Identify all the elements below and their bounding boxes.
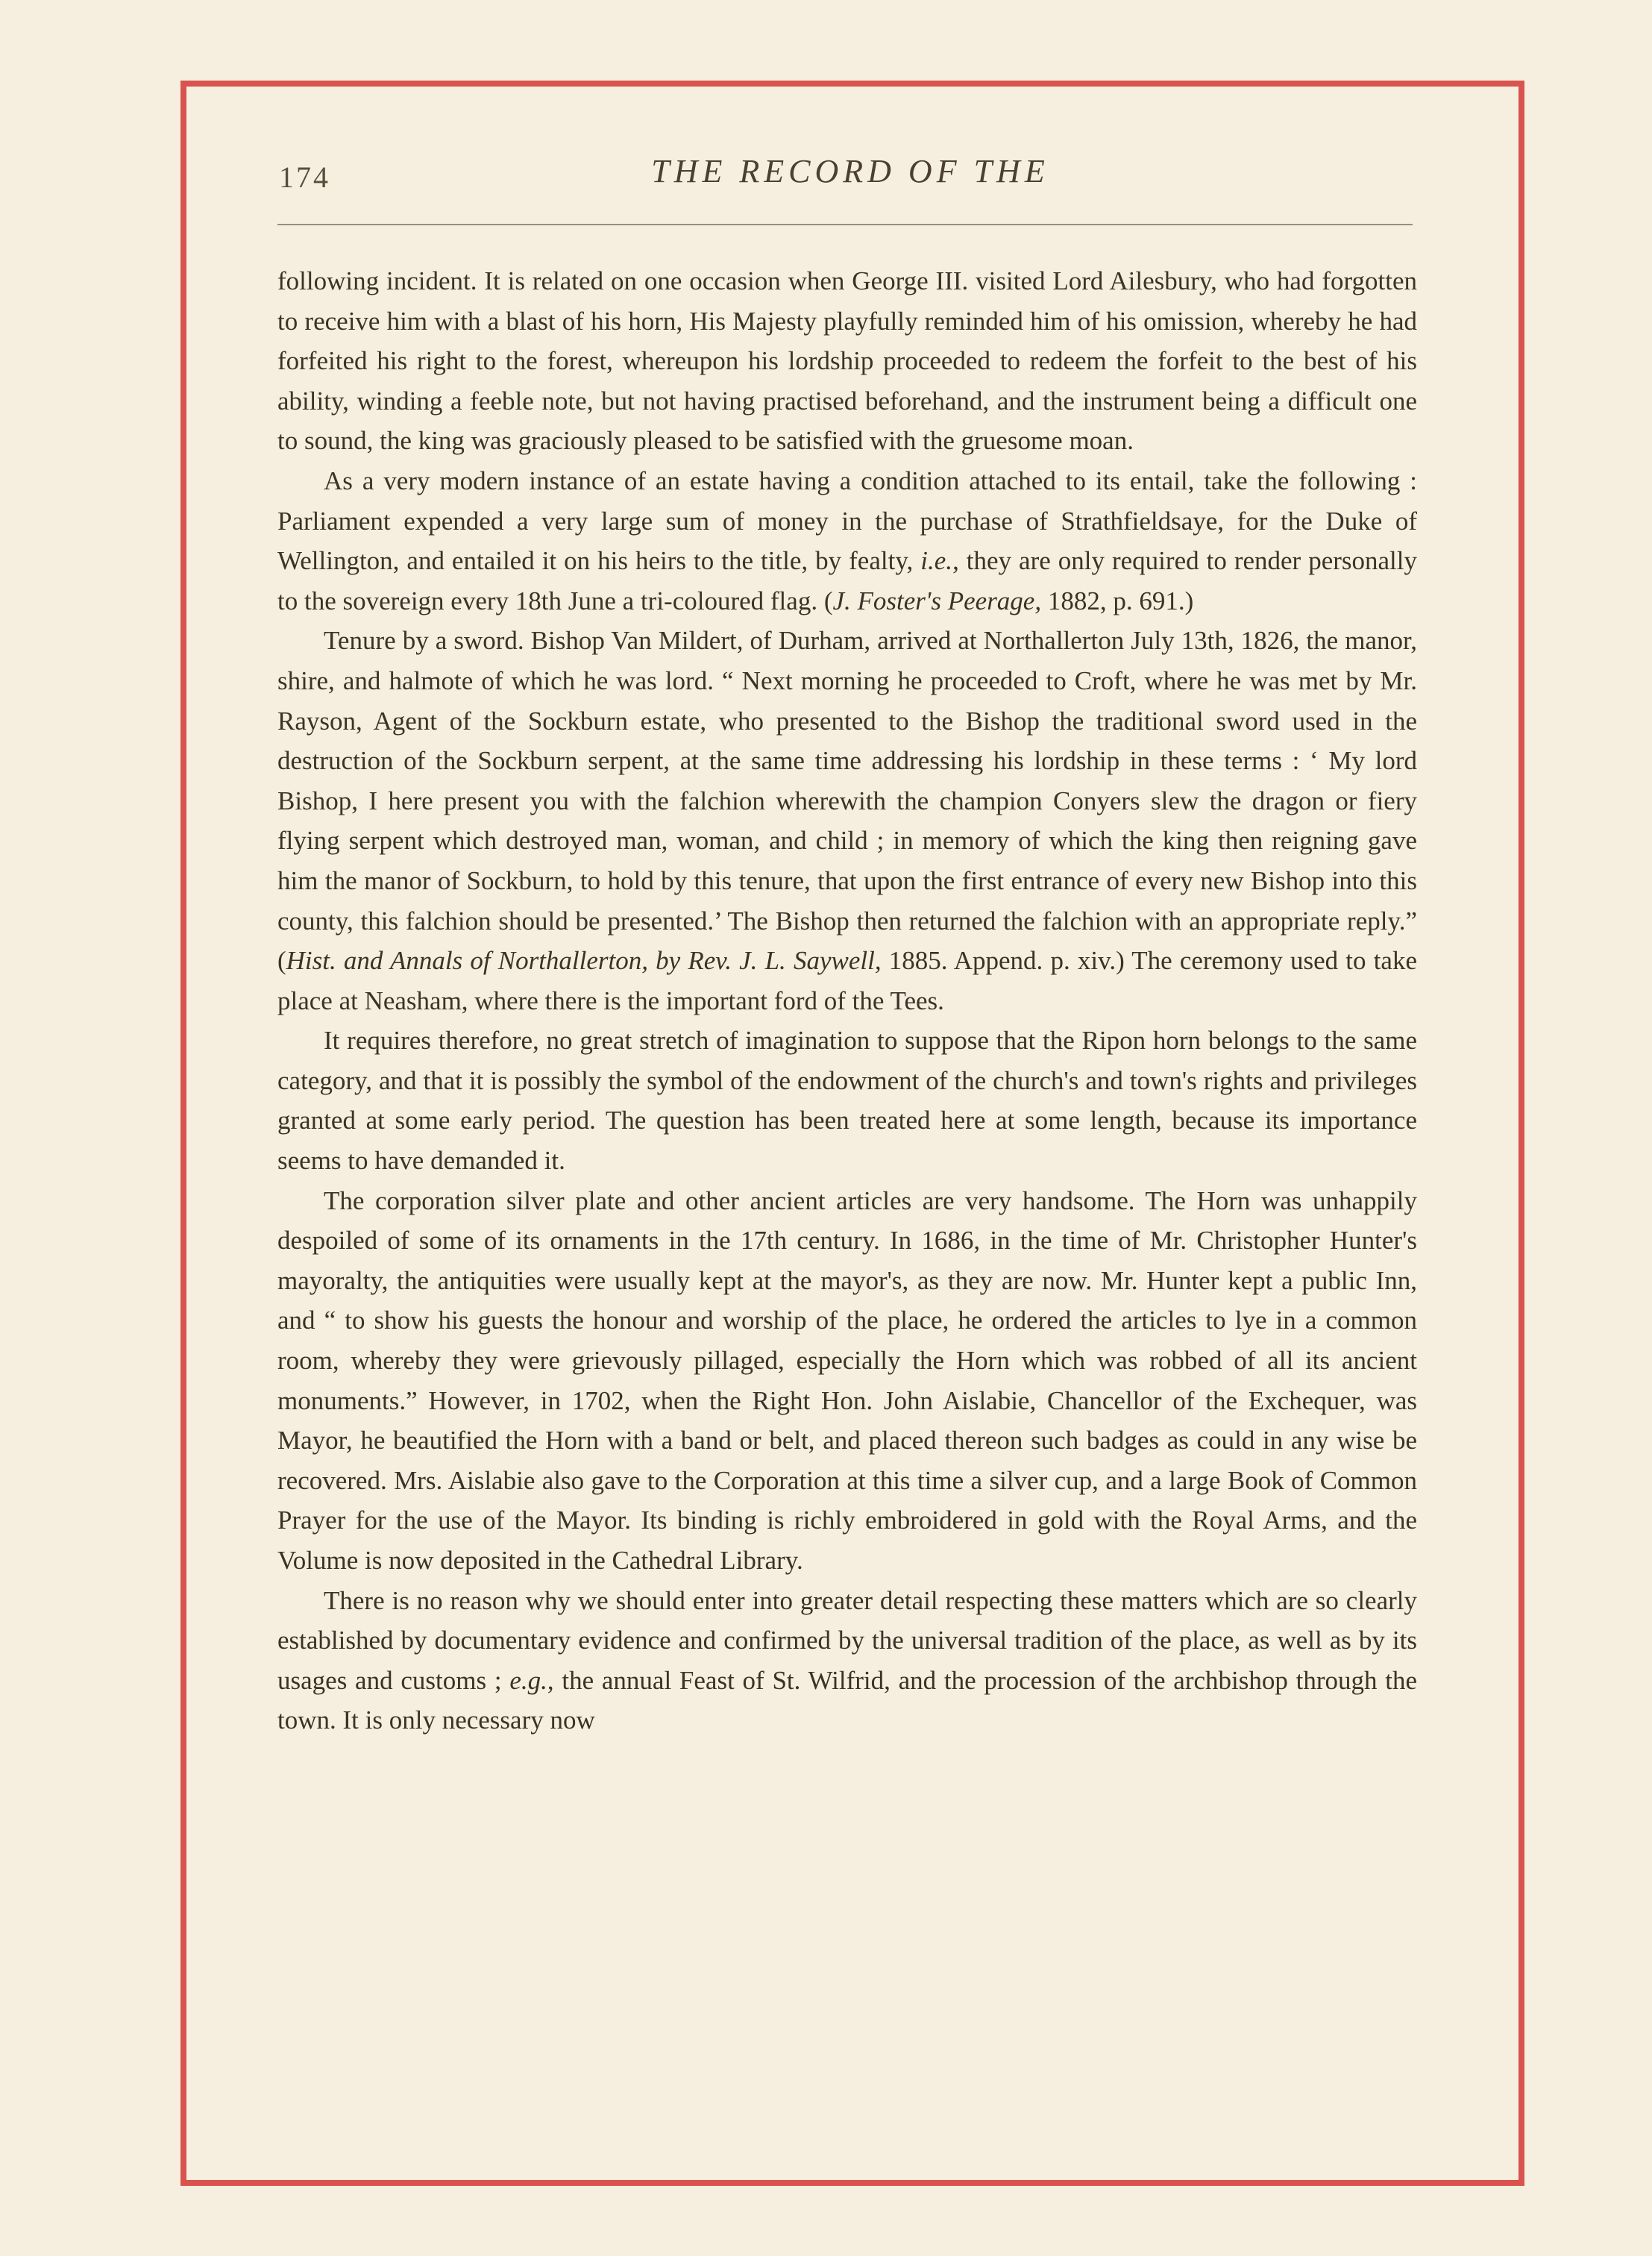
paragraph-3-text-b: 1885. Append. p. xiv.) The ceremony used to take place at Neasham, where there is the important ford of the Tees. [277, 946, 1417, 1015]
page-number: 174 [279, 160, 330, 194]
running-title: THE RECORD OF THE [651, 153, 1049, 189]
paragraph-2-ie: i.e. [920, 546, 953, 576]
paragraph-3-text-a: Tenure by a sword. Bishop Van Mildert, of Durham, arrived at Northallerton July 13th, 1826, the manor, shire, and halmote of which he was lord. “ Next morning he proceeded to Croft, where he was met by Mr. Rayson, Agent of the Sockburn estate, who presented to the Bishop the traditional sword used in the destruction of the Sockburn serpent, at the same time addressing his lordship in these terms : ‘ My lord Bishop, I here present you with the falchion wherewith the champion Conyers slew the dragon or fiery flying serpent which destroyed man, woman, and child ; in memory of which the king then reigning gave him the manor of Sockburn, to hold by this tenure, that upon the first entrance of every new Bishop into this county, this falchion should be presented.’ The Bishop then returned the falchion with an appropriate reply.” ( [277, 626, 1417, 976]
body-text [277, 261, 1417, 1740]
paragraph-6-text-b: , the annual Feast of St. Wilfrid, and the procession of the archbishop through the town. It is only necessary now [277, 1665, 1417, 1735]
paragraph-3 [277, 621, 1417, 1021]
paragraph-6 [277, 1581, 1417, 1740]
paragraph-2-citation: J. Foster's Peerage, [832, 586, 1042, 615]
header-rule [277, 224, 1413, 225]
paragraph-6-eg: e.g. [509, 1665, 547, 1695]
paragraph-2 [277, 461, 1417, 621]
paragraph-2-text-a: As a very modern instance of an estate having a condition attached to its entail, take the following : Parliament expended a very large sum of money in the purchase of Strathfieldsaye, for the Duke of Wellington, and entailed it on his heirs to the title, by fealty, [277, 466, 1417, 576]
paragraph-6-text-a: There is no reason why we should enter into greater detail respecting these matters which are so clearly established by documentary evidence and confirmed by the universal tradition of the place, as well as by its usages and customs ; [277, 1585, 1417, 1695]
paragraph-3-citation: Hist. and Annals of Northallerton, by Rev. J. L. Saywell, [286, 946, 882, 976]
paragraph-1: following incident. It is related on one occasion when George III. visited Lord Ailesbury, who had forgotten to receive him with a blast of his horn, His Majesty playfully reminded him of his omission, whereby he had forfeited his right to the forest, whereupon his lordship proceeded to redeem the forfeit to the best of his ability, winding a feeble note, but not having practised beforehand, and the instrument being a difficult one to sound, the king was graciously pleased to be satisfied with the gruesome moan. [277, 266, 1417, 456]
paragraph-5: The corporation silver plate and other ancient articles are very handsome. The Horn was unhappily despoiled of some of its ornaments in the 17th century. In 1686, in the time of Mr. Christopher Hunter's mayoralty, the antiquities were usually kept at the mayor's, as they are now. Mr. Hunter kept a public Inn, and “ to show his guests the honour and worship of the place, he ordered the articles to lye in a common room, whereby they were grievously pillaged, especially the Horn which was robbed of all its ancient monuments.” However, in 1702, when the Right Hon. John Aislabie, Chancellor of the Exchequer, was Mayor, he beautified the Horn with a band or belt, and placed thereon such badges as could in any wise be recovered. Mrs. Aislabie also gave to the Corporation at this time a silver cup, and a large Book of Common Prayer for the use of the Mayor. Its binding is richly embroidered in gold with the Royal Arms, and the Volume is now deposited in the Cathedral Library. [277, 1185, 1417, 1575]
paragraph-2-text-c: 1882, p. 691.) [1041, 586, 1194, 615]
paragraph-4: It requires therefore, no great stretch of imagination to suppose that the Ripon horn belongs to the same category, and that it is possibly the symbol of the endowment of the church's and town's rights and privileges granted at some early period. The question has been treated here at some length, because its importance seems to have demanded it. [277, 1026, 1417, 1176]
paragraph-2-text-b: , they are only required to render personally to the sovereign every 18th June a tri-coloured flag. ( [277, 546, 1417, 615]
